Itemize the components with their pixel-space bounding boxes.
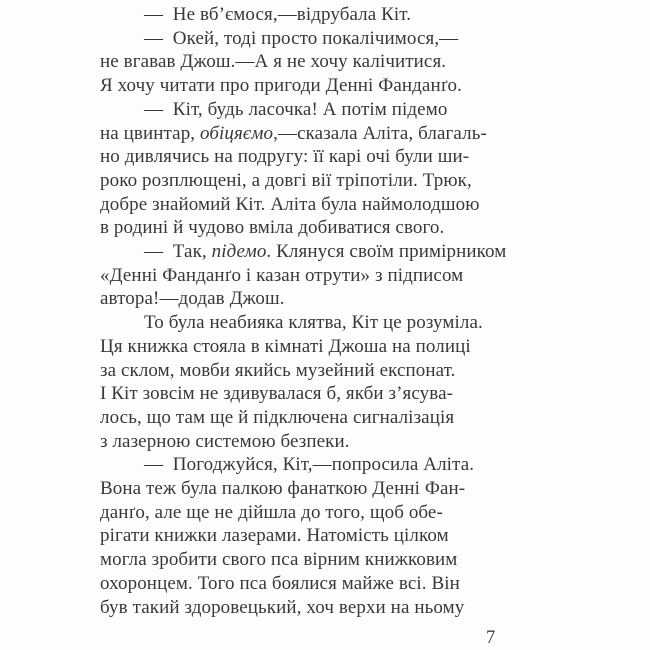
- text-line: [100, 596, 542, 620]
- text-segment: був такий здоровецький, хоч верхи на ньому: [100, 596, 465, 618]
- text-line: [100, 264, 542, 288]
- text-segment: То була неабияка клятва, Кіт це розуміла.: [144, 312, 483, 334]
- text-segment: добре знайомий Кіт. Аліта була наймолодшою: [100, 193, 480, 215]
- text-line: [100, 430, 542, 454]
- text-line: [100, 406, 542, 430]
- text-line: [100, 193, 542, 217]
- text-segment: роко розплющені, а довгі вії тріпотіли. Трюк,: [100, 169, 472, 191]
- text-line: [100, 3, 542, 27]
- text-line: [100, 382, 542, 406]
- text-segment: на цвинтар,: [100, 122, 200, 144]
- text-line: [100, 524, 542, 548]
- text-line: [100, 98, 542, 122]
- text-segment: данґо, але ще не дійшла до того, щоб обе-: [100, 501, 443, 523]
- text-line: [100, 311, 542, 335]
- text-line: [100, 477, 542, 501]
- text-segment: І Кіт зовсім не здивувалася б, якби зʼясува-: [100, 383, 454, 405]
- text-segment: автора!—додав Джош.: [100, 288, 285, 310]
- text-line: [100, 548, 542, 572]
- text-line: [100, 74, 542, 98]
- text-segment: Вона теж була палкою фанаткою Денні Фан-: [100, 478, 466, 500]
- page-number: 7: [486, 628, 496, 648]
- text-segment: охоронцем. Того пса боялися майже всі. Він: [100, 572, 460, 594]
- text-segment: в родині й чудово вміла добиватися свого.: [100, 217, 445, 239]
- text-segment: з лазерною системою безпеки.: [100, 430, 350, 452]
- text-line: [100, 169, 542, 193]
- text-segment-italic: обіцяємо: [200, 122, 274, 144]
- text-segment: за склом, мовби якийсь музейний експонат.: [100, 359, 456, 381]
- text-segment: — Окей, тоді просто покалічимося,—: [144, 27, 459, 49]
- text-line: [100, 50, 542, 74]
- page-text: [100, 3, 542, 619]
- text-segment: — Не вбʼємося,—відрубала Кіт.: [144, 4, 412, 25]
- text-line: [100, 216, 542, 240]
- text-segment: рігати книжки лазерами. Натомість цілком: [100, 525, 449, 547]
- text-segment: — Так,: [144, 241, 212, 263]
- text-segment-italic: підемо: [211, 241, 267, 263]
- text-line: [100, 453, 542, 477]
- text-line: [100, 572, 542, 596]
- text-line: [100, 501, 542, 525]
- text-segment: — Погоджуйся, Кіт,—попросила Аліта.: [144, 454, 475, 476]
- text-line: [100, 145, 542, 169]
- text-line: [100, 27, 542, 51]
- text-segment: Я хочу читати про пригоди Денні Фанданґо.: [100, 75, 462, 97]
- text-segment: Ця книжка стояла в кімнаті Джоша на полиці: [100, 335, 471, 357]
- text-segment: не вгавав Джош.—А я не хочу калічитися.: [100, 51, 447, 73]
- text-segment: но дивлячись на подругу: її карі очі були ши-: [100, 146, 470, 168]
- text-line: [100, 240, 542, 264]
- text-segment: «Денні Фанданґо і казан отрути» з підписом: [100, 264, 464, 286]
- text-line: [100, 287, 542, 311]
- text-line: [100, 122, 542, 146]
- text-segment: . Клянуся своїм примірником: [266, 241, 507, 263]
- text-segment: ,—сказала Аліта, благаль-: [273, 122, 487, 144]
- text-segment: лось, що там ще й підключена сигналізація: [100, 406, 455, 428]
- text-line: [100, 359, 542, 383]
- text-segment: могла зробити свого пса вірним книжковим: [100, 549, 458, 571]
- text-line: [100, 335, 542, 359]
- text-segment: — Кіт, будь ласочка! А потім підемо: [144, 98, 448, 120]
